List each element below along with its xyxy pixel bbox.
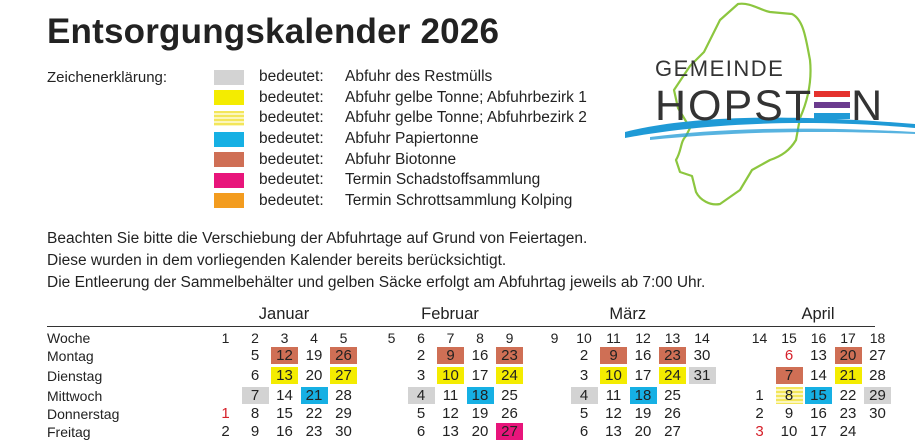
day-cell: 6 — [416, 423, 426, 440]
day-cell: 26 — [664, 405, 681, 422]
day-cell: 3 — [755, 423, 764, 440]
header-divider — [47, 326, 875, 327]
week-row-label: Woche — [47, 330, 91, 346]
day-cell: 25 — [664, 387, 681, 404]
day-cell: 11 — [442, 387, 459, 404]
day-cell: 22 — [305, 405, 323, 422]
legend-text: Abfuhr Biotonne — [345, 150, 457, 168]
day-cell: 31 — [689, 367, 716, 384]
week-number: 2 — [251, 330, 259, 346]
note-line: Die Entleerung der Sammelbehälter und gelben Säcke erfolgt am Abfuhrtag jeweils ab 7:00 Uhr. — [47, 274, 706, 291]
day-cell: 22 — [839, 387, 857, 404]
day-cell: 26 — [501, 405, 518, 422]
legend-text: Abfuhr des Restmülls — [345, 68, 493, 86]
day-cell: 10 — [780, 423, 798, 440]
day-cell: 19 — [305, 347, 323, 364]
week-number: 4 — [310, 330, 318, 346]
day-cell: 12 — [271, 347, 298, 364]
legend-text: Abfuhr gelbe Tonne; Abfuhrbezirk 2 — [345, 109, 587, 127]
day-cell: 6 — [784, 347, 794, 364]
day-cell: 9 — [600, 347, 627, 364]
week-number: 15 — [781, 330, 797, 346]
day-cell: 30 — [693, 347, 711, 364]
day-cell: 24 — [659, 367, 686, 384]
note-line: Diese wurden in dem vorliegenden Kalender bereits berücksichtigt. — [47, 252, 507, 269]
legend-text: Termin Schrottsammlung Kolping — [345, 191, 573, 209]
legend-text: Termin Schadstoffsammlung — [345, 171, 541, 189]
day-cell: 3 — [416, 367, 426, 384]
day-cell: 26 — [330, 347, 357, 364]
day-cell: 29 — [335, 405, 352, 422]
legend-key: bedeutet: — [259, 88, 324, 106]
legend-key: bedeutet: — [259, 109, 324, 127]
day-cell: 23 — [839, 405, 857, 422]
day-cell: 6 — [579, 423, 589, 440]
day-cell: 24 — [839, 423, 857, 440]
day-cell: 7 — [242, 387, 269, 404]
day-cell: 6 — [250, 367, 260, 384]
day-cell: 23 — [659, 347, 686, 364]
week-number: 9 — [550, 330, 559, 346]
day-cell: 28 — [335, 387, 352, 404]
day-cell: 3 — [579, 367, 589, 384]
legend-text: Abfuhr gelbe Tonne; Abfuhrbezirk 1 — [345, 88, 587, 106]
day-cell: 13 — [605, 423, 622, 440]
day-cell: 5 — [579, 405, 589, 422]
day-cell: 13 — [810, 347, 827, 364]
weekday-label: Dienstag — [47, 368, 103, 384]
week-number: 18 — [869, 330, 886, 346]
day-cell: 17 — [471, 367, 489, 384]
legend-label: Zeichenerklärung: — [47, 69, 168, 86]
week-number: 11 — [606, 330, 621, 346]
week-number: 5 — [387, 330, 396, 346]
day-cell: 20 — [305, 367, 323, 384]
legend-text: Abfuhr Papiertonne — [345, 130, 479, 148]
day-cell: 9 — [437, 347, 464, 364]
day-cell: 12 — [605, 405, 622, 422]
day-cell: 20 — [634, 423, 652, 440]
logo-text-part: N — [851, 82, 885, 130]
day-cell: 25 — [501, 387, 518, 404]
day-cell: 30 — [869, 405, 886, 422]
day-cell: 12 — [442, 405, 459, 422]
day-cell: 18 — [630, 387, 657, 404]
day-cell: 16 — [810, 405, 827, 422]
legend-key: bedeutet: — [259, 191, 324, 209]
month-name: April — [801, 305, 835, 323]
day-cell: 21 — [301, 387, 328, 404]
month-name: Februar — [421, 305, 479, 323]
day-cell: 8 — [776, 387, 803, 404]
day-cell: 24 — [496, 367, 523, 384]
day-cell: 16 — [276, 423, 293, 440]
day-cell: 11 — [605, 387, 622, 404]
day-cell: 14 — [276, 387, 293, 404]
day-cell: 17 — [634, 367, 652, 384]
page-title: Entsorgungskalender 2026 — [47, 12, 500, 51]
week-number: 9 — [505, 330, 514, 346]
week-number: 3 — [280, 330, 289, 346]
day-cell: 16 — [634, 347, 652, 364]
week-number: 7 — [446, 330, 455, 346]
week-number: 13 — [664, 330, 681, 346]
day-cell: 2 — [416, 347, 426, 364]
day-cell: 4 — [571, 387, 598, 404]
day-cell: 21 — [835, 367, 862, 384]
day-cell: 2 — [221, 423, 230, 440]
note-line: Beachten Sie bitte die Verschiebung der Abfuhrtage auf Grund von Feiertagen. — [47, 230, 588, 247]
day-cell: 8 — [250, 405, 260, 422]
week-number: 12 — [635, 330, 651, 346]
day-cell: 2 — [755, 405, 764, 422]
day-cell: 14 — [810, 367, 827, 384]
day-cell: 27 — [496, 423, 523, 440]
day-cell: 15 — [805, 387, 832, 404]
legend-key: bedeutet: — [259, 130, 324, 148]
day-cell: 1 — [755, 387, 764, 404]
day-cell: 18 — [467, 387, 494, 404]
month-name: Januar — [258, 305, 310, 323]
day-cell: 23 — [496, 347, 523, 364]
day-cell: 28 — [869, 367, 886, 384]
logo-text-gemeinde: GEMEINDE — [655, 56, 785, 81]
logo-text-part: HOPST — [655, 82, 814, 130]
day-cell: 20 — [471, 423, 489, 440]
day-cell: 5 — [250, 347, 260, 364]
day-cell: 23 — [305, 423, 323, 440]
day-cell: 27 — [664, 423, 681, 440]
month-name: März — [609, 305, 647, 323]
weekday-label: Freitag — [47, 424, 91, 440]
week-number: 17 — [840, 330, 856, 346]
day-cell: 10 — [437, 367, 464, 384]
day-cell: 7 — [776, 367, 803, 384]
day-cell: 15 — [276, 405, 293, 422]
day-cell: 27 — [330, 367, 357, 384]
day-cell: 13 — [271, 367, 298, 384]
day-cell: 20 — [835, 347, 862, 364]
legend-key: bedeutet: — [259, 150, 324, 168]
day-cell: 4 — [408, 387, 435, 404]
day-cell: 2 — [579, 347, 589, 364]
legend-key: bedeutet: — [259, 68, 324, 86]
week-number: 10 — [576, 330, 592, 346]
day-cell: 9 — [250, 423, 260, 440]
day-cell: 29 — [864, 387, 891, 404]
week-number: 6 — [417, 330, 425, 346]
weekday-label: Montag — [47, 348, 94, 364]
day-cell: 5 — [416, 405, 426, 422]
day-cell: 9 — [784, 405, 794, 422]
day-cell: 19 — [471, 405, 489, 422]
week-number: 14 — [694, 330, 710, 346]
day-cell: 10 — [600, 367, 627, 384]
legend-key: bedeutet: — [259, 171, 324, 189]
day-cell: 16 — [471, 347, 489, 364]
day-cell: 13 — [442, 423, 459, 440]
week-number: 5 — [339, 330, 348, 346]
week-number: 1 — [221, 330, 230, 346]
day-cell: 17 — [810, 423, 827, 440]
weekday-label: Mittwoch — [47, 388, 103, 404]
week-number: 16 — [810, 330, 827, 346]
week-number: 14 — [751, 330, 768, 346]
week-number: 8 — [476, 330, 484, 346]
day-cell: 27 — [869, 347, 886, 364]
day-cell: 30 — [335, 423, 352, 440]
day-cell: 1 — [221, 405, 230, 422]
day-cell: 19 — [634, 405, 652, 422]
weekday-label: Donnerstag — [47, 406, 120, 422]
